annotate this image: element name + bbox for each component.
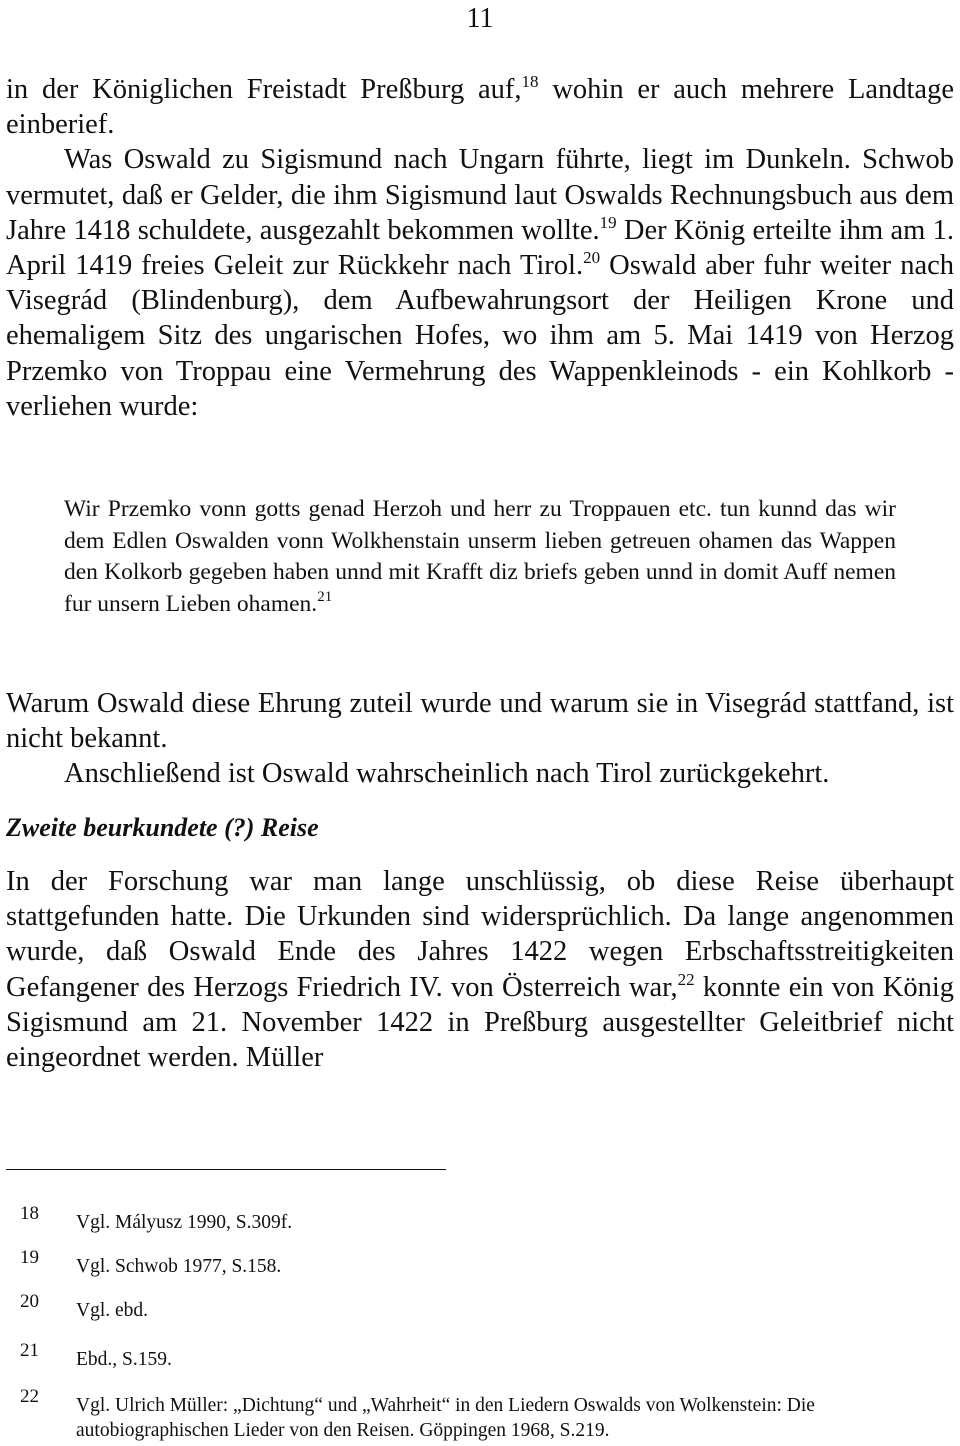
footnote-separator xyxy=(6,1169,446,1170)
paragraph-5 xyxy=(6,864,954,1075)
footnote-ref-20: 20 xyxy=(583,248,601,268)
footnote-text: Vgl. Mályusz 1990, S.309f. xyxy=(76,1212,293,1233)
footnote-number: 18 xyxy=(20,1203,39,1224)
footnote-ref-22: 22 xyxy=(677,969,695,989)
footnote-ref-18: 18 xyxy=(521,72,539,91)
quote-text: Wir Przemko vonn gotts genad Herzoh und herr zu Troppauen etc. tun kunnd das wir dem Edlen Oswalden vonn Wolkhenstain unserm lieben getreuen ohamen das Wappen den Kolkorb gegeben haben unnd mit Krafft diz briefs geben unnd in domit Auff nemen fur unsern Lieben ohamen. xyxy=(64,496,896,617)
block-quote xyxy=(64,494,896,620)
paragraph-1-text-b: wohin er auch mehrere Landtage einberief. xyxy=(6,74,954,141)
footnote-text: Ebd., S.159. xyxy=(76,1349,172,1370)
footnote-number: 21 xyxy=(20,1340,39,1361)
paragraph-1-text-a: in der Königlichen Freistadt Preßburg auf, xyxy=(6,74,522,105)
paragraph-5-text-a: In der Forschung war man lange unschlüssig, ob diese Reise überhaupt stattgefunden hatte. Die Urkunden sind widersprüchlich. Da lange angenommen wurde, daß Oswald Ende des Jahres 1422 wegen Erbschaftsstreitigkeiten Gefangener des Herzogs Friedrich IV. von Österreich war, xyxy=(6,866,954,1003)
paragraph-3: Warum Oswald diese Ehrung zuteil wurde und warum sie in Visegrád stattfand, ist nicht bekannt. xyxy=(6,688,954,755)
paragraph-5-text-b: konnte ein von König Sigismund am 21. November 1422 in Preßburg ausgestellter Geleitbrief nicht eingeordnet werden. Müller xyxy=(6,971,954,1074)
footnote-text: Vgl. Ulrich Müller: „Dichtung“ und „Wahrheit“ in den Liedern Oswalds von Wolkenstein: Die autobiographischen Lieder von den Reisen. Göppingen 1968, S.219. xyxy=(76,1395,815,1441)
footnote-number: 19 xyxy=(20,1247,39,1268)
footnote-ref-21: 21 xyxy=(317,588,333,605)
paragraph-2-text-b: Der König erteilte ihm am 1. April 1419 freies Geleit zur Rückkehr nach Tirol. xyxy=(6,214,954,282)
paragraph-2-text-c: Oswald aber fuhr weiter nach Visegrád (Blindenburg), dem Aufbewahrungsort der Heiligen Krone und ehemaligem Sitz des ungarischen Hofes, wo ihm am 5. Mai 1419 von Herzog Przemko von Troppau eine Vermehrung des Wappenkleinods - ein Kohlkorb - verliehen wurde: xyxy=(6,250,954,422)
paragraph-1 xyxy=(6,72,954,142)
section-heading: Zweite beurkundete (?) Reise xyxy=(6,813,319,842)
paragraph-2 xyxy=(6,142,954,424)
paragraph-4: Anschließend ist Oswald wahrscheinlich nach Tirol zurückgekehrt. xyxy=(64,758,830,790)
footnote-text: Vgl. ebd. xyxy=(76,1300,149,1321)
quote-paragraph xyxy=(64,494,896,620)
section-text xyxy=(6,864,954,1075)
main-text xyxy=(6,72,954,424)
footnote-ref-19: 19 xyxy=(599,212,617,232)
paragraph-2-text-a: Was Oswald zu Sigismund nach Ungarn führte, liegt im Dunkeln. Schwob vermutet, daß er Gelder, die ihm Sigismund laut Oswalds Rechnungsbuch aus dem Jahre 1418 schuldete, ausgezahlt bekommen wollte. xyxy=(6,144,954,246)
page-number: 11 xyxy=(466,3,494,34)
footnote-number: 22 xyxy=(20,1386,39,1407)
footnote-number: 20 xyxy=(20,1291,39,1312)
footnote-text: Vgl. Schwob 1977, S.158. xyxy=(76,1256,282,1277)
after-quote-text xyxy=(6,686,954,792)
